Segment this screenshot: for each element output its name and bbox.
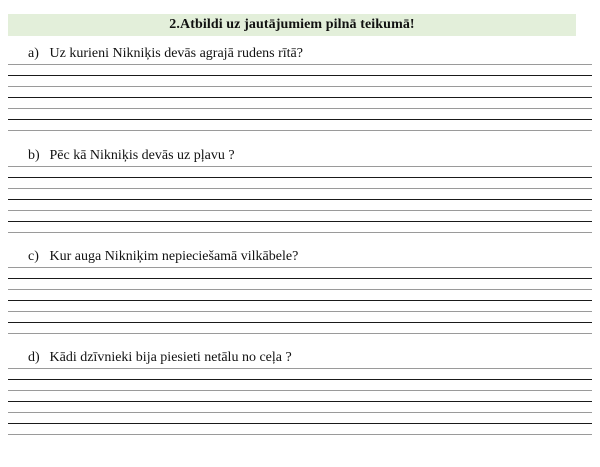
answer-line[interactable] <box>8 188 592 189</box>
answer-line[interactable] <box>8 64 592 65</box>
answer-line[interactable] <box>8 311 592 312</box>
answer-line[interactable] <box>8 210 592 211</box>
question-c-label: c) <box>28 249 39 264</box>
answer-line[interactable] <box>8 108 592 109</box>
question-b-label: b) <box>28 148 40 163</box>
answer-line[interactable] <box>8 423 592 424</box>
question-d-label: d) <box>28 350 40 365</box>
question-c-text: Kur auga Nikniķim nepieciešamā vilkābele? <box>49 249 299 264</box>
answer-line[interactable] <box>8 379 592 380</box>
answer-line[interactable] <box>8 166 592 167</box>
heading-banner <box>8 14 576 36</box>
question-b-text: Pēc kā Nikniķis devās uz pļavu ? <box>49 148 235 163</box>
answer-line[interactable] <box>8 434 592 435</box>
answer-line[interactable] <box>8 322 592 323</box>
answer-line[interactable] <box>8 75 592 76</box>
answer-line[interactable] <box>8 221 592 222</box>
answer-line[interactable] <box>8 289 592 290</box>
answer-line[interactable] <box>8 86 592 87</box>
answer-line[interactable] <box>8 177 592 178</box>
page-title: 2.Atbildi uz jautājumiem pilnā teikumā! <box>169 17 415 32</box>
question-a-text: Uz kurieni Nikniķis devās agrajā rudens rītā? <box>49 46 303 61</box>
answer-line[interactable] <box>8 267 592 268</box>
answer-line[interactable] <box>8 199 592 200</box>
answer-line[interactable] <box>8 119 592 120</box>
answer-line[interactable] <box>8 232 592 233</box>
question-c-text-row <box>28 249 298 265</box>
answer-line[interactable] <box>8 412 592 413</box>
answer-line[interactable] <box>8 278 592 279</box>
answer-line[interactable] <box>8 390 592 391</box>
question-d-text: Kādi dzīvnieki bija piesieti netālu no ceļa ? <box>49 350 292 365</box>
answer-line[interactable] <box>8 97 592 98</box>
answer-line[interactable] <box>8 401 592 402</box>
answer-line[interactable] <box>8 130 592 131</box>
question-d-text-row <box>28 350 292 366</box>
question-a-text-row <box>28 46 303 62</box>
answer-line[interactable] <box>8 368 592 369</box>
answer-line[interactable] <box>8 300 592 301</box>
answer-line[interactable] <box>8 333 592 334</box>
question-b-text-row <box>28 148 235 164</box>
question-a-label: a) <box>28 46 39 61</box>
